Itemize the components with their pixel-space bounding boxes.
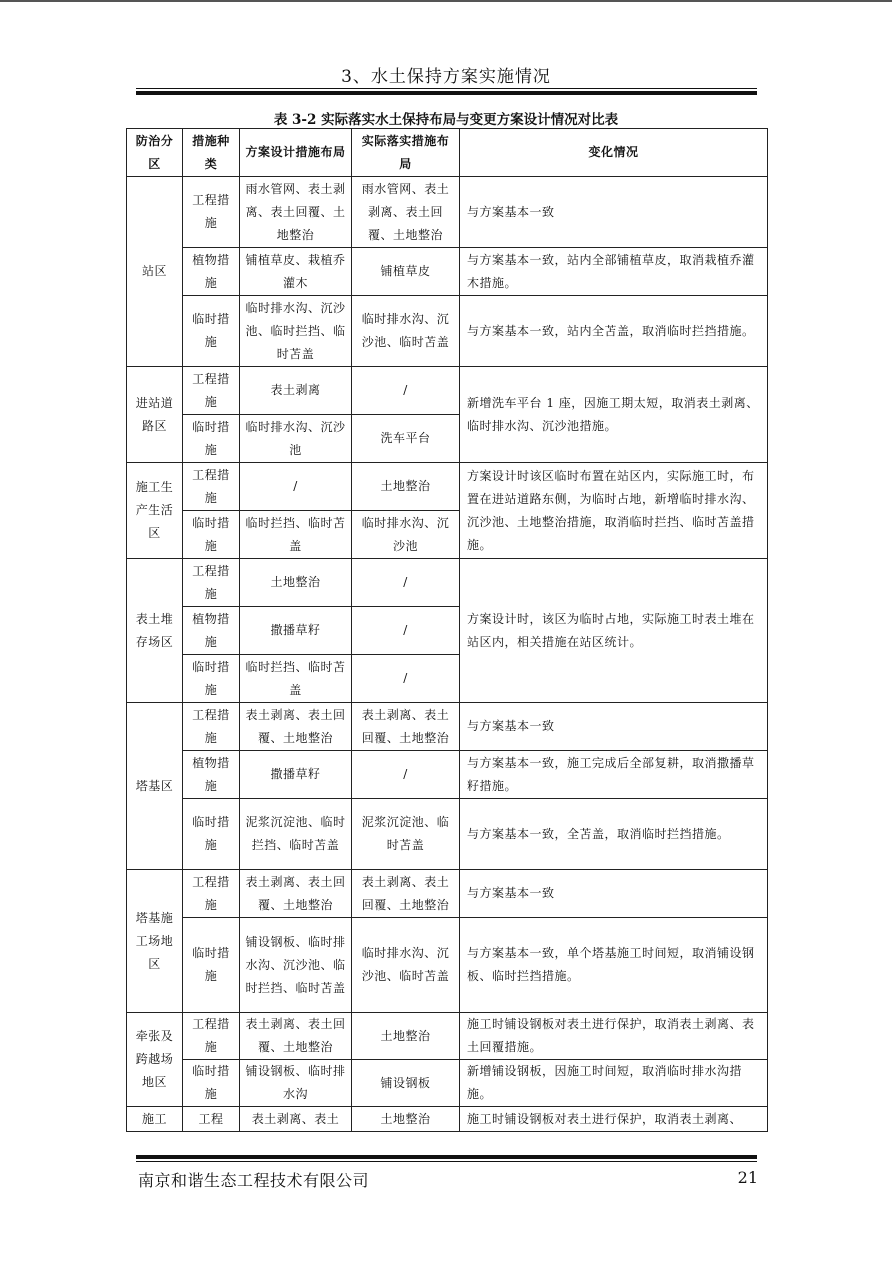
table-caption: 表 3-2 实际落实水土保持布局与变更方案设计情况对比表 [273, 112, 619, 128]
design-cell: 临时拦挡、临时苫盖 [240, 655, 352, 703]
top-border-line [0, 0, 892, 2]
change-cell: 方案设计时该区临时布置在站区内，实际施工时，布置在进站道路东侧，为临时占地，新增临时排水沟、沉沙池、土地整治措施，取消临时拦挡、临时苫盖措施。 [460, 463, 768, 559]
actual-cell: / [352, 751, 460, 799]
table-row [127, 296, 768, 367]
comparison-table [126, 128, 768, 1132]
type-cell: 工程措施 [183, 559, 240, 607]
column-header-actual: 实际落实措施布局 [352, 129, 460, 177]
type-cell: 临时措施 [183, 415, 240, 463]
table-row [127, 1107, 768, 1132]
actual-cell: 土地整治 [352, 1013, 460, 1060]
type-cell: 工程措施 [183, 177, 240, 248]
design-cell: 临时拦挡、临时苫盖 [240, 511, 352, 559]
zone-cell: 塔基区 [127, 703, 183, 870]
page-header-title: 3、水土保持方案实施情况 [341, 67, 551, 87]
column-header-type: 措施种类 [183, 129, 240, 177]
design-cell: 铺设钢板、临时排水沟 [240, 1060, 352, 1107]
change-cell: 新增铺设钢板，因施工时间短，取消临时排水沟措施。 [460, 1060, 768, 1107]
type-cell: 工程措施 [183, 463, 240, 511]
design-cell: 表土剥离、表土回覆、土地整治 [240, 703, 352, 751]
header-rule-thick [136, 91, 757, 95]
actual-cell: 土地整治 [352, 1107, 460, 1132]
design-cell: 撒播草籽 [240, 751, 352, 799]
change-cell: 与方案基本一致 [460, 177, 768, 248]
zone-cell: 表土堆存场区 [127, 559, 183, 703]
actual-cell: / [352, 367, 460, 415]
type-cell: 植物措施 [183, 248, 240, 296]
design-cell: 表土剥离、表土回覆、土地整治 [240, 870, 352, 918]
design-cell: 撒播草籽 [240, 607, 352, 655]
table-row [127, 559, 768, 607]
actual-cell: / [352, 607, 460, 655]
column-header-change: 变化情况 [460, 129, 768, 177]
zone-cell: 塔基施工场地区 [127, 870, 183, 1013]
actual-cell: 表土剥离、表土回覆、土地整治 [352, 870, 460, 918]
change-cell: 施工时铺设钢板对表土进行保护，取消表土剥离、 [460, 1107, 768, 1132]
actual-cell: / [352, 655, 460, 703]
table-header-row [127, 129, 768, 177]
actual-cell: 土地整治 [352, 463, 460, 511]
design-cell: 雨水管网、表土剥离、表土回覆、土地整治 [240, 177, 352, 248]
change-cell: 方案设计时，该区为临时占地，实际施工时表土堆在站区内，相关措施在站区统计。 [460, 559, 768, 703]
change-cell: 施工时铺设钢板对表土进行保护，取消表土剥离、表土回覆措施。 [460, 1013, 768, 1060]
design-cell: 临时排水沟、沉沙池 [240, 415, 352, 463]
change-cell: 新增洗车平台 1 座，因施工期太短，取消表土剥离、临时排水沟、沉沙池措施。 [460, 367, 768, 463]
actual-cell: / [352, 559, 460, 607]
zone-cell: 进站道路区 [127, 367, 183, 463]
table-row [127, 367, 768, 415]
page-number: 21 [737, 1168, 758, 1187]
actual-cell: 铺植草皮 [352, 248, 460, 296]
design-cell: 临时排水沟、沉沙池、临时拦挡、临时苫盖 [240, 296, 352, 367]
table-row [127, 918, 768, 1013]
footer-rule-thick [136, 1155, 757, 1159]
table-row [127, 799, 768, 870]
change-cell: 与方案基本一致 [460, 870, 768, 918]
type-cell: 工程措施 [183, 367, 240, 415]
actual-cell: 雨水管网、表土剥离、表土回覆、土地整治 [352, 177, 460, 248]
design-cell: 铺植草皮、栽植乔灌木 [240, 248, 352, 296]
zone-cell: 施工生产生活区 [127, 463, 183, 559]
column-header-zone: 防治分区 [127, 129, 183, 177]
header-rule-thin [136, 88, 757, 89]
type-cell: 临时措施 [183, 511, 240, 559]
design-cell: 铺设钢板、临时排水沟、沉沙池、临时拦挡、临时苫盖 [240, 918, 352, 1013]
actual-cell: 洗车平台 [352, 415, 460, 463]
type-cell: 植物措施 [183, 751, 240, 799]
type-cell: 植物措施 [183, 607, 240, 655]
change-cell: 与方案基本一致，施工完成后全部复耕，取消撒播草籽措施。 [460, 751, 768, 799]
zone-cell: 牵张及跨越场地区 [127, 1013, 183, 1107]
design-cell: 表土剥离、表土 [240, 1107, 352, 1132]
zone-cell: 施工 [127, 1107, 183, 1132]
footer-rule-thin [136, 1161, 757, 1162]
table-row [127, 1060, 768, 1107]
type-cell: 临时措施 [183, 296, 240, 367]
change-cell: 与方案基本一致，站内全苫盖，取消临时拦挡措施。 [460, 296, 768, 367]
design-cell: 泥浆沉淀池、临时拦挡、临时苫盖 [240, 799, 352, 870]
table-row [127, 870, 768, 918]
type-cell: 工程 [183, 1107, 240, 1132]
zone-cell: 站区 [127, 177, 183, 367]
actual-cell: 泥浆沉淀池、临时苫盖 [352, 799, 460, 870]
actual-cell: 表土剥离、表土回覆、土地整治 [352, 703, 460, 751]
design-cell: 表土剥离 [240, 367, 352, 415]
design-cell: / [240, 463, 352, 511]
column-header-design: 方案设计措施布局 [240, 129, 352, 177]
actual-cell: 临时排水沟、沉沙池 [352, 511, 460, 559]
type-cell: 工程措施 [183, 1013, 240, 1060]
change-cell: 与方案基本一致，单个塔基施工时间短，取消铺设钢板、临时拦挡措施。 [460, 918, 768, 1013]
design-cell: 表土剥离、表土回覆、土地整治 [240, 1013, 352, 1060]
table-row [127, 703, 768, 751]
actual-cell: 临时排水沟、沉沙池、临时苫盖 [352, 918, 460, 1013]
table-row [127, 1013, 768, 1060]
type-cell: 临时措施 [183, 655, 240, 703]
change-cell: 与方案基本一致，站内全部铺植草皮，取消栽植乔灌木措施。 [460, 248, 768, 296]
actual-cell: 临时排水沟、沉沙池、临时苫盖 [352, 296, 460, 367]
table-row [127, 751, 768, 799]
actual-cell: 铺设钢板 [352, 1060, 460, 1107]
change-cell: 与方案基本一致 [460, 703, 768, 751]
table-row [127, 177, 768, 248]
type-cell: 工程措施 [183, 703, 240, 751]
type-cell: 工程措施 [183, 870, 240, 918]
type-cell: 临时措施 [183, 799, 240, 870]
design-cell: 土地整治 [240, 559, 352, 607]
change-cell: 与方案基本一致，全苫盖，取消临时拦挡措施。 [460, 799, 768, 870]
type-cell: 临时措施 [183, 1060, 240, 1107]
footer-company: 南京和谐生态工程技术有限公司 [138, 1171, 370, 1190]
table-row [127, 463, 768, 511]
table-row [127, 248, 768, 296]
type-cell: 临时措施 [183, 918, 240, 1013]
